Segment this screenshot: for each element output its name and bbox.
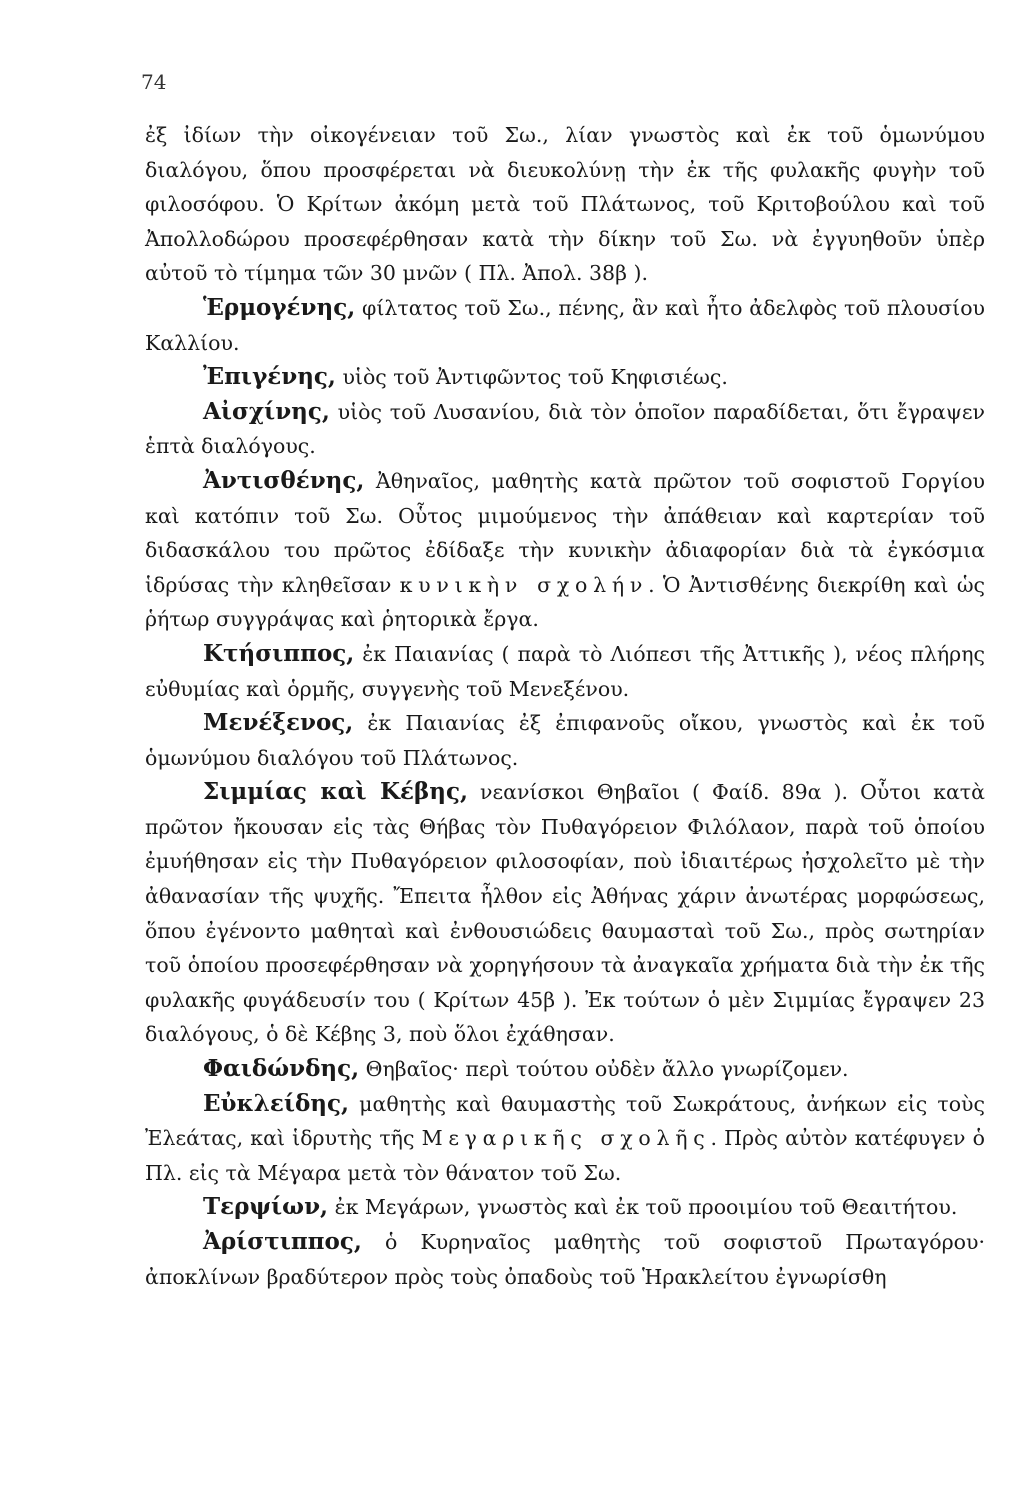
entry-text: υἱὸς τοῦ Λυσανίου, διὰ τὸν ὁποῖον παραδίδεται, ὅτι ἔγραψεν ἑπτὰ διαλόγους. — [145, 399, 985, 459]
entry-antisthenes — [145, 464, 985, 637]
entry-name: Εὐκλείδης, — [203, 1089, 350, 1117]
entry-name: Κτήσιππος, — [203, 639, 355, 667]
entry-text: μαθητὴς καὶ θαυμαστὴς τοῦ Σωκράτους, ἀνήκων εἰς τοὺς Ἐλεάτας, καὶ ἱδρυτὴς τῆς — [145, 1091, 985, 1151]
entry-text: ἐκ Μεγάρων, γνωστὸς καὶ ἐκ τοῦ προοιμίου τοῦ Θεαιτήτου. — [328, 1195, 958, 1220]
entry-terpsion — [145, 1190, 985, 1225]
entry-name: Τερψίων, — [203, 1193, 329, 1221]
body-text — [145, 118, 985, 1294]
entry-epigenes — [145, 360, 985, 395]
entry-text-after: . Πρὸς αὐτὸν κατέφυγεν ὁ Πλ. εἰς τὰ Μέγαρα μετὰ τὸν θάνατον τοῦ Σω. — [145, 1126, 985, 1185]
entry-name: Ἐπιγένης, — [203, 363, 336, 391]
entry-text: ἐκ Παιανίας ( παρὰ τὸ Λιόπεσι τῆς Ἀττικῆς ), νέος πλήρης εὐθυμίας καὶ ὁρμῆς, συγγενὴς τοῦ Μενεξένου. — [145, 641, 985, 701]
entry-ktesippos — [145, 637, 985, 706]
entry-text-after: . Ὁ Ἀντισθένης διεκρίθη καὶ ὡς ῥήτωρ συγγράψας καὶ ῥητορικὰ ἔργα. — [145, 572, 986, 632]
entry-text: ἐκ Παιανίας ἐξ ἐπιφανοῦς οἴκου, γνωστὸς καὶ ἐκ τοῦ ὁμωνύμου διαλόγου τοῦ Πλάτωνος. — [145, 711, 985, 770]
entry-spaced-term: κυνικὴν σχολήν — [399, 572, 649, 597]
entry-text: ὁ Κυρηναῖος μαθητὴς τοῦ σοφιστοῦ Πρωταγόρου· ἀποκλίνων βραδύτερον πρὸς τοὺς ὀπαδοὺς τοῦ Ἡρακλείτου ἐγνωρίσθη — [145, 1230, 985, 1289]
entry-name: Ἀντισθένης, — [203, 466, 365, 494]
entry-name: Σιμμίας καὶ Κέβης, — [203, 778, 469, 806]
entry-text: φίλτατος τοῦ Σω., πένης, ἂν καὶ ἦτο ἀδελφὸς τοῦ πλουσίου Καλλίου. — [145, 295, 985, 355]
entry-text: Θηβαῖος· περὶ τούτου οὐδὲν ἄλλο γνωρίζομεν. — [359, 1057, 849, 1082]
entry-eukleides — [145, 1087, 985, 1191]
entry-spaced-term: Μεγαρικῆς σχολῆς — [421, 1126, 711, 1151]
entry-hermogenes — [145, 291, 985, 360]
entry-text: νεανίσκοι Θηβαῖοι ( Φαίδ. 89α ). Οὗτοι κατὰ πρῶτον ἤκουσαν εἰς τὰς Θήβας τὸν Πυθαγόρειον Φιλόλαον, παρὰ τοῦ ὁποίου ἐμυήθησαν εἰς τὴν Πυθαγόρειον φιλοσοφίαν, ποὺ ἰδιαιτέρως ἠσχολεῖτο μὲ τὴν ἀθανασίαν τῆς ψυχῆς. Ἔπειτα ἦλθον εἰς Ἀθήνας χάριν ἀνωτέρας μορφώσεως, ὅπου ἐγένοντο μαθηταὶ καὶ ἐνθουσιώδεις θαυμασταὶ τοῦ Σω., πρὸς σωτηρίαν τοῦ ὁποίου προσεφέρθησαν νὰ χορηγήσουν τὰ ἀναγκαῖα χρήματα διὰ τὴν ἐκ τῆς φυλακῆς φυγάδευσίν του ( Κρίτων 45β ). Ἐκ τούτων ὁ μὲν Σιμμίας ἔγραψεν 23 διαλόγους, ὁ δὲ Κέβης 3, ποὺ ὅλοι ἐχάθησαν. — [145, 780, 985, 1047]
intro-paragraph: ἐξ ἰδίων τὴν οἰκογένειαν τοῦ Σω., λίαν γνωστὸς καὶ ἐκ τοῦ ὁμωνύμου διαλόγου, ὅπου προσφέρεται νὰ διευκολύνῃ τὴν ἐκ τῆς φυλακῆς φυγὴν τοῦ φιλοσόφου. Ὁ Κρίτων ἀκόμη μετὰ τοῦ Πλάτωνος, τοῦ Κριτοβούλου καὶ τοῦ Ἀπολλοδώρου προσεφέρθησαν κατὰ τὴν δίκην τοῦ Σω. νὰ ἐγγυηθοῦν ὑπὲρ αὐτοῦ τὸ τίμημα τῶν 30 μνῶν ( Πλ. Ἀπολ. 38β ). — [145, 123, 985, 286]
entry-text: υἱὸς τοῦ Ἀντιφῶντος τοῦ Κηφισιέως. — [335, 365, 728, 390]
entry-phaidondes — [145, 1052, 985, 1087]
entry-name: Μενέξενος, — [203, 709, 354, 737]
entry-menexenos — [145, 706, 985, 775]
entry-simmias-kebes — [145, 775, 985, 1052]
entry-name: Ἀρίστιππος, — [203, 1228, 362, 1255]
page-number: 74 — [141, 70, 167, 94]
entry-name: Ἑρμογένης, — [203, 293, 356, 321]
entry-name: Αἰσχίνης, — [203, 397, 330, 425]
entry-aischines — [145, 395, 985, 464]
entry-aristippos — [145, 1225, 985, 1294]
entry-name: Φαιδώνδης, — [203, 1055, 360, 1083]
entry-text: Ἀθηναῖος, μαθητὴς κατὰ πρῶτον τοῦ σοφιστοῦ Γοργίου καὶ κατόπιν τοῦ Σω. Οὗτος μιμούμενος τὴν ἀπάθειαν καὶ καρτερίαν τοῦ διδασκάλου του πρῶτος ἐδίδαξε τὴν κυνικὴν ἀδιαφορίαν διὰ τὰ ἐγκόσμια ἱδρύσας τὴν κληθεῖσαν — [145, 468, 985, 597]
